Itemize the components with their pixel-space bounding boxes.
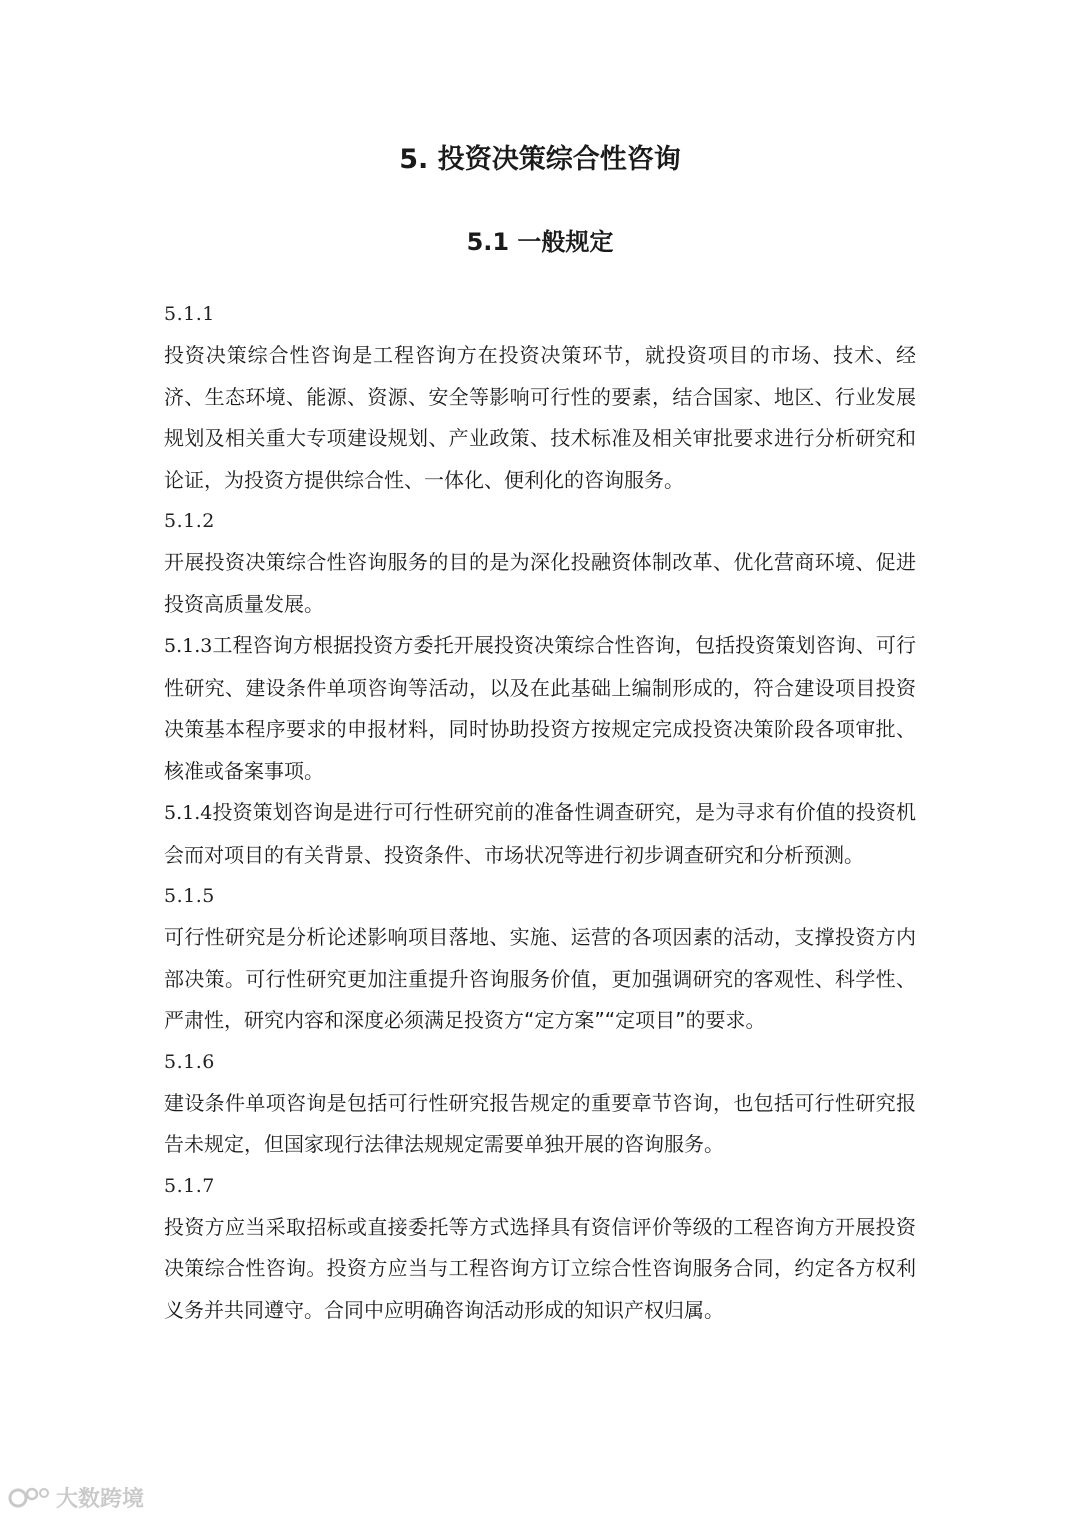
clause-number: 5.1.3 (164, 635, 213, 657)
clause-text: 可行性研究是分析论述影响项目落地、实施、运营的各项因素的活动，支撑投资方内部决策。可行性研究更加注重提升咨询服务价值，更加强调研究的客观性、科学性、严肃性，研究内容和深度必须满足投资方“定方案”“定项目”的要求。 (164, 925, 916, 1032)
clause-text: 投资策划咨询是进行可行性研究前的准备性调查研究，是为寻求有价值的投资机会而对项目的有关背景、投资条件、市场状况等进行初步调查研究和分析预测。 (164, 800, 916, 867)
clause-text: 工程咨询方根据投资方委托开展投资决策综合性咨询，包括投资策划咨询、可行性研究、建设条件单项咨询等活动，以及在此基础上编制形成的，符合建设项目投资决策基本程序要求的申报材料，同时协助投资方按规定完成投资决策阶段各项审批、核准或备案事项。 (164, 633, 916, 783)
clause-number: 5.1.6 (164, 1050, 215, 1073)
subsection-title: 5.1 一般规定 (466, 228, 614, 256)
clause-text: 开展投资决策综合性咨询服务的目的是为深化投融资体制改革、优化营商环境、促进投资高质量发展。 (164, 550, 916, 616)
clause-text: 投资决策综合性咨询是工程咨询方在投资决策环节，就投资项目的市场、技术、经济、生态环境、能源、资源、安全等影响可行性的要素，结合国家、地区、行业发展规划及相关重大专项建设规划、产业政策、技术标准及相关审批要求进行分析研究和论证，为投资方提供综合性、一体化、便利化的咨询服务。 (164, 343, 916, 492)
clauses-body (164, 294, 916, 1331)
clause-text: 建设条件单项咨询是包括可行性研究报告规定的重要章节咨询，也包括可行性研究报告未规定，但国家现行法律法规规定需要单独开展的咨询服务。 (164, 1090, 916, 1156)
clause-number: 5.1.5 (164, 885, 215, 907)
watermark-text: 大数跨境 (56, 1487, 145, 1512)
clause-paragraph (164, 792, 916, 876)
clause-number: 5.1.4 (164, 802, 213, 824)
clause-number: 5.1.7 (164, 1174, 215, 1197)
watermark (8, 1482, 144, 1513)
clause-paragraph (164, 625, 916, 792)
clause-number: 5.1.2 (164, 510, 215, 532)
clause-text: 投资方应当采取招标或直接委托等方式选择具有资信评价等级的工程咨询方开展投资决策综合性咨询。投资方应当与工程咨询方订立综合性咨询服务合同，约定各方权利义务并共同遵守。合同中应明确咨询活动形成的知识产权归属。 (164, 1214, 916, 1322)
section-title: 5. 投资决策综合性咨询 (399, 144, 681, 175)
clause-number: 5.1.1 (164, 303, 215, 325)
brand-logo-icon (8, 1483, 52, 1513)
